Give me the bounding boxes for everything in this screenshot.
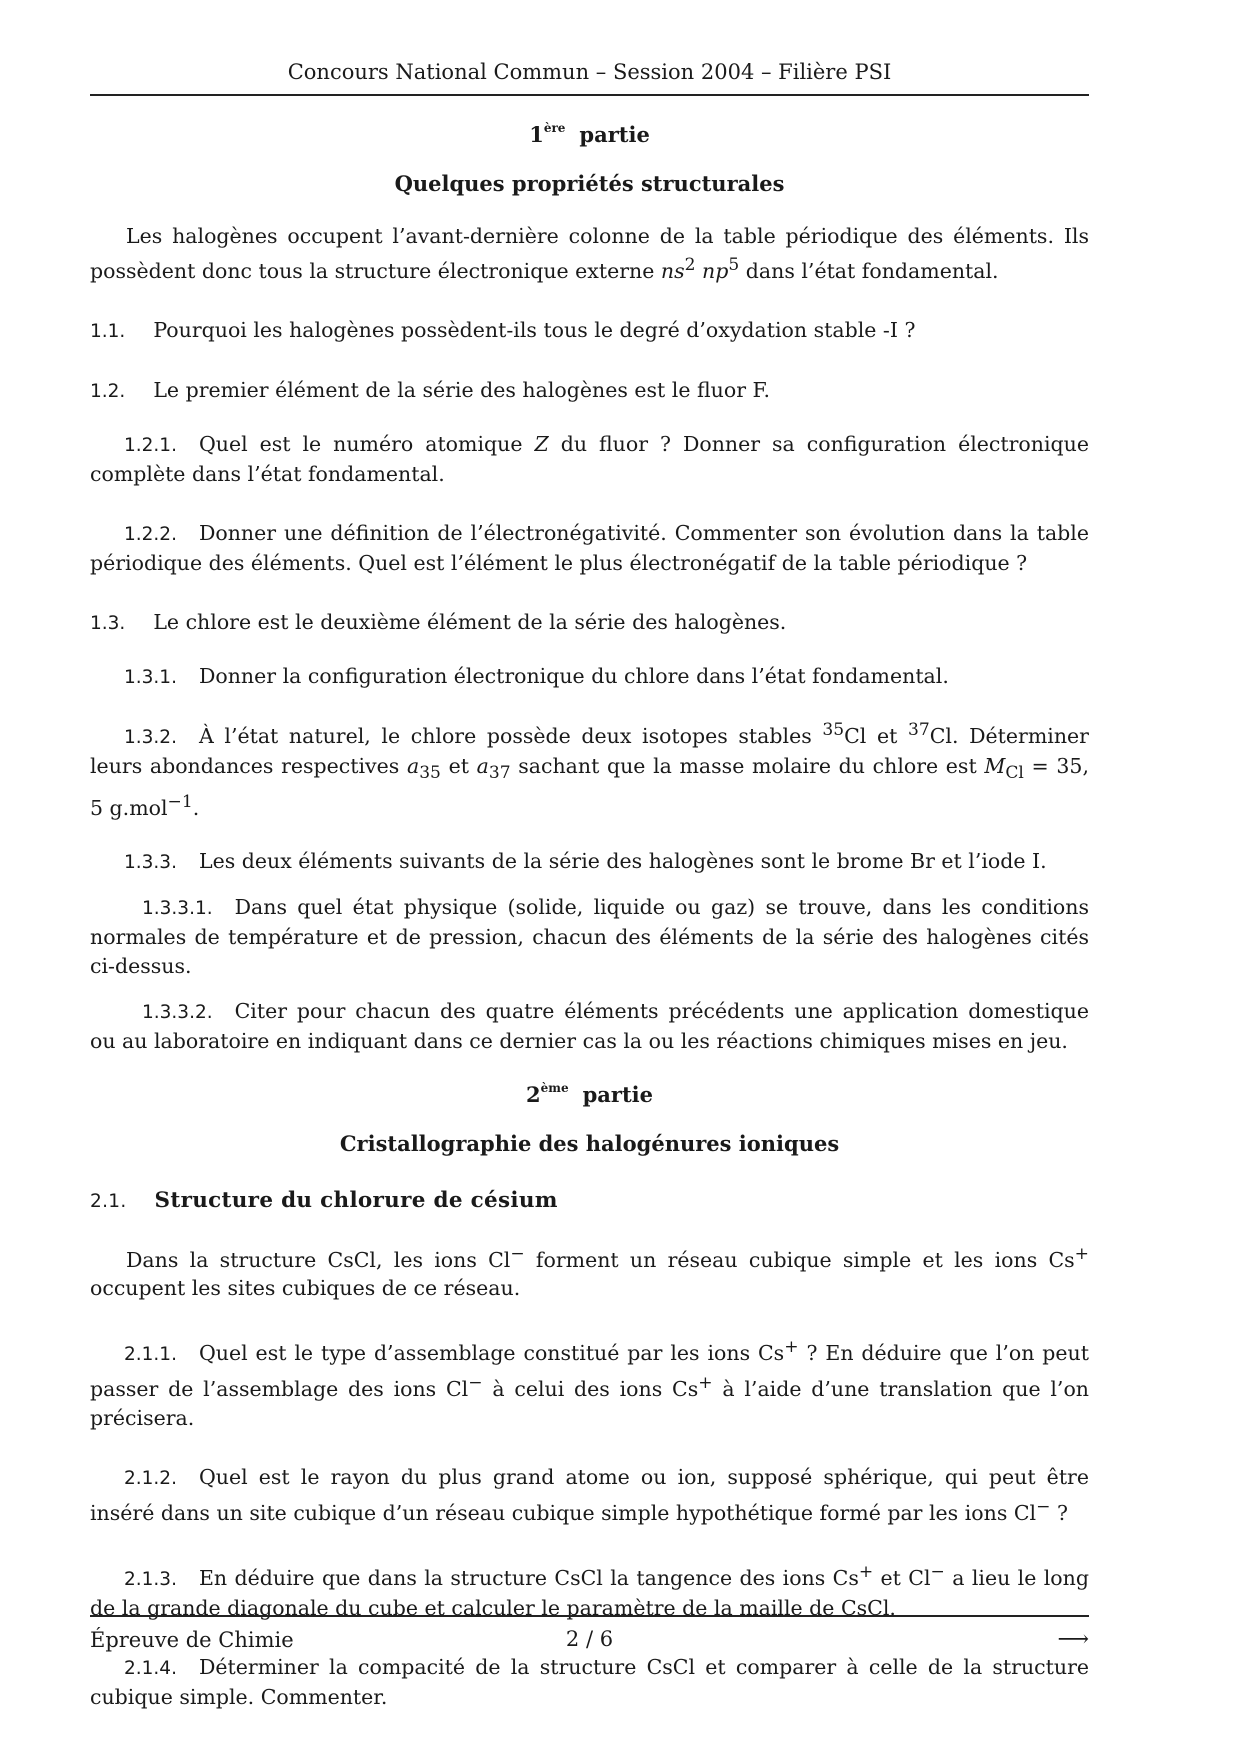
sub-35: 35 xyxy=(419,762,441,783)
question-text: Les deux éléments suivants de la série des halogènes sont le brome Br et l’iode I. xyxy=(198,848,1047,873)
question-text: Le premier élément de la série des halogènes est le fluor F. xyxy=(153,377,771,402)
question-text: Donner la configuration électronique du chlore dans l’état fondamental. xyxy=(198,663,949,688)
part1-subtitle: Quelques propriétés structurales xyxy=(394,171,785,196)
charge-minus: − xyxy=(510,1243,525,1264)
part1-number: 1 xyxy=(529,122,544,147)
question-2-1-4 xyxy=(90,1653,1089,1712)
footer-exam-name: Épreuve de Chimie xyxy=(90,1627,294,1652)
question-1-2 xyxy=(90,376,1089,406)
question-text: sachant que la masse molaire du chlore est xyxy=(518,753,977,778)
question-text: Donner une définition de l’électronégativité. Commenter son évolution dans la table périodique des éléments. Quel est l’élément le plus électronégatif de la table périodique ? xyxy=(90,520,1089,575)
question-number: 1.2.2. xyxy=(124,523,177,545)
isotope-37: 37 xyxy=(907,719,930,740)
question-1-3 xyxy=(90,608,1089,638)
question-1-3-3-1 xyxy=(90,893,1089,981)
sub-37: 37 xyxy=(488,762,511,783)
page xyxy=(90,60,1089,1712)
part2-word: partie xyxy=(582,1081,653,1107)
math-np: np xyxy=(702,258,729,283)
part1-title xyxy=(90,122,1089,147)
question-text: . Déterminer leurs abondances respectives xyxy=(90,723,1089,778)
section-2-1-intro xyxy=(90,1240,1089,1304)
question-number: 1.1. xyxy=(90,320,126,342)
question-text: En déduire que dans la structure CsCl la tangence des ions Cs xyxy=(198,1565,859,1590)
part1-word: partie xyxy=(579,122,650,147)
question-number: 1.2.1. xyxy=(124,434,177,456)
conj: et xyxy=(876,723,898,748)
part2-subtitle: Cristallographie des halogénures ioniques xyxy=(339,1130,840,1156)
question-text: à l’aide d’une translation que l’on précisera. xyxy=(90,1377,1089,1431)
question-number: 1.3.3. xyxy=(124,851,177,873)
isotope-35: 35 xyxy=(822,719,845,740)
question-text: ? xyxy=(1056,1500,1068,1525)
math-m: M xyxy=(984,753,1006,778)
question-2-1-2 xyxy=(90,1463,1089,1528)
part1-ordinal: ère xyxy=(543,121,566,135)
question-2-1-3 xyxy=(90,1558,1089,1623)
question-text: Quel est le numéro atomique xyxy=(198,431,523,456)
question-number: 1.3.2. xyxy=(124,726,177,748)
question-number: 2.1.1. xyxy=(124,1344,177,1366)
question-number: 1.3.1. xyxy=(124,666,177,688)
conj: et xyxy=(448,753,469,778)
question-number: 2.1.2. xyxy=(124,1468,177,1490)
page-footer xyxy=(90,1615,1089,1652)
question-text: Déterminer la compacité de la structure CsCl et comparer à celle de la structure cubique simple. Commenter. xyxy=(90,1654,1089,1709)
section-title: Structure du chlorure de césium xyxy=(154,1187,558,1213)
question-1-2-1 xyxy=(90,430,1089,489)
exp-2: 2 xyxy=(684,255,696,275)
question-text: À l’état naturel, le chlore possède deux isotopes stables xyxy=(198,723,812,748)
sub-cl: Cl xyxy=(1005,762,1024,783)
molar-mass-value: = 35, 5 g.mol xyxy=(90,753,1089,820)
part1-intro xyxy=(90,222,1089,286)
question-text: Citer pour chacun des quatre éléments précédents une application domestique ou au laboratoire en indiquant dans ce dernier cas la ou les réactions chimiques mises en jeu. xyxy=(90,998,1089,1053)
question-text: ? En déduire que l’on peut passer de l’assemblage des ions Cl xyxy=(90,1341,1089,1402)
question-1-3-3 xyxy=(90,847,1089,877)
running-header: Concours National Commun – Session 2004 – Filière PSI xyxy=(90,60,1089,96)
question-1-3-1 xyxy=(90,662,1089,692)
question-1-3-3-2 xyxy=(90,997,1089,1056)
question-text: a lieu le long de la grande diagonale du cube et calculer le paramètre de la maille de CsCl. xyxy=(90,1565,1089,1620)
math-z: Z xyxy=(534,431,549,456)
question-text: Quel est le rayon du plus grand atome ou ion, supposé sphérique, qui peut être inséré dans un site cubique d’un réseau cubique simple hypothétique formé par les ions Cl xyxy=(90,1465,1089,1525)
question-text: du fluor ? Donner sa configuration électronique complète dans l’état fondamental. xyxy=(90,431,1089,486)
charge-plus: + xyxy=(858,1561,874,1582)
intro-text-a: Les halogènes occupent l’avant-dernière colonne de la table périodique des éléments. Ils possèdent donc tous la structure électronique externe xyxy=(90,224,1089,283)
question-text: et Cl xyxy=(880,1565,931,1590)
next-page-arrow-icon: ⟶ xyxy=(1057,1627,1089,1652)
question-number: 2.1.4. xyxy=(124,1657,177,1679)
question-2-1-1 xyxy=(90,1333,1089,1433)
section-2-1-heading xyxy=(90,1186,1089,1216)
intro-text: forment un réseau cubique simple et les ions Cs xyxy=(535,1247,1075,1272)
part2-number: 2 xyxy=(526,1081,541,1107)
intro-text: Dans la structure CsCl, les ions Cl xyxy=(126,1247,511,1272)
chlorine-symbol: Cl xyxy=(844,723,867,748)
exp-5: 5 xyxy=(728,255,740,275)
question-number: 1.3.3.2. xyxy=(142,1001,213,1023)
charge-plus: + xyxy=(1074,1243,1089,1264)
charge-minus: − xyxy=(930,1561,945,1582)
page-number: 2 / 6 xyxy=(565,1627,614,1651)
exp-minus-1: −1 xyxy=(167,791,193,812)
math-a35: a xyxy=(406,753,420,778)
math-a37: a xyxy=(476,753,489,778)
question-text: Dans quel état physique (solide, liquide ou gaz) se trouve, dans les conditions normales de température et de pression, chacun des éléments de la série des halogènes cités ci-dessus. xyxy=(90,894,1089,978)
charge-minus: − xyxy=(1036,1497,1051,1518)
question-1-3-2 xyxy=(90,716,1089,823)
charge-plus: + xyxy=(784,1337,799,1358)
question-number: 2.1.3. xyxy=(124,1568,177,1590)
math-ns: ns xyxy=(660,258,685,283)
question-text: Pourquoi les halogènes possèdent-ils tous le degré d’oxydation stable -I ? xyxy=(153,317,916,342)
question-text: Quel est le type d’assemblage constitué par les ions Cs xyxy=(198,1341,785,1366)
charge-minus: − xyxy=(468,1373,483,1394)
intro-text: occupent les sites cubiques de ce réseau. xyxy=(90,1276,521,1301)
question-1-1 xyxy=(90,316,1089,346)
section-number: 2.1. xyxy=(90,1190,127,1212)
intro-text-b: dans l’état fondamental. xyxy=(745,258,999,283)
part2-title xyxy=(90,1082,1089,1107)
question-text: Le chlore est le deuxième élément de la série des halogènes. xyxy=(153,609,787,634)
period: . xyxy=(192,795,200,820)
question-text: à celui des ions Cs xyxy=(492,1377,699,1402)
chlorine-symbol: Cl xyxy=(929,723,952,748)
question-number: 1.3.3.1. xyxy=(142,897,213,919)
question-number: 1.2. xyxy=(90,380,126,402)
question-1-2-2 xyxy=(90,519,1089,578)
part2-ordinal: ème xyxy=(540,1080,569,1095)
question-number: 1.3. xyxy=(90,612,126,634)
charge-plus: + xyxy=(698,1373,713,1394)
